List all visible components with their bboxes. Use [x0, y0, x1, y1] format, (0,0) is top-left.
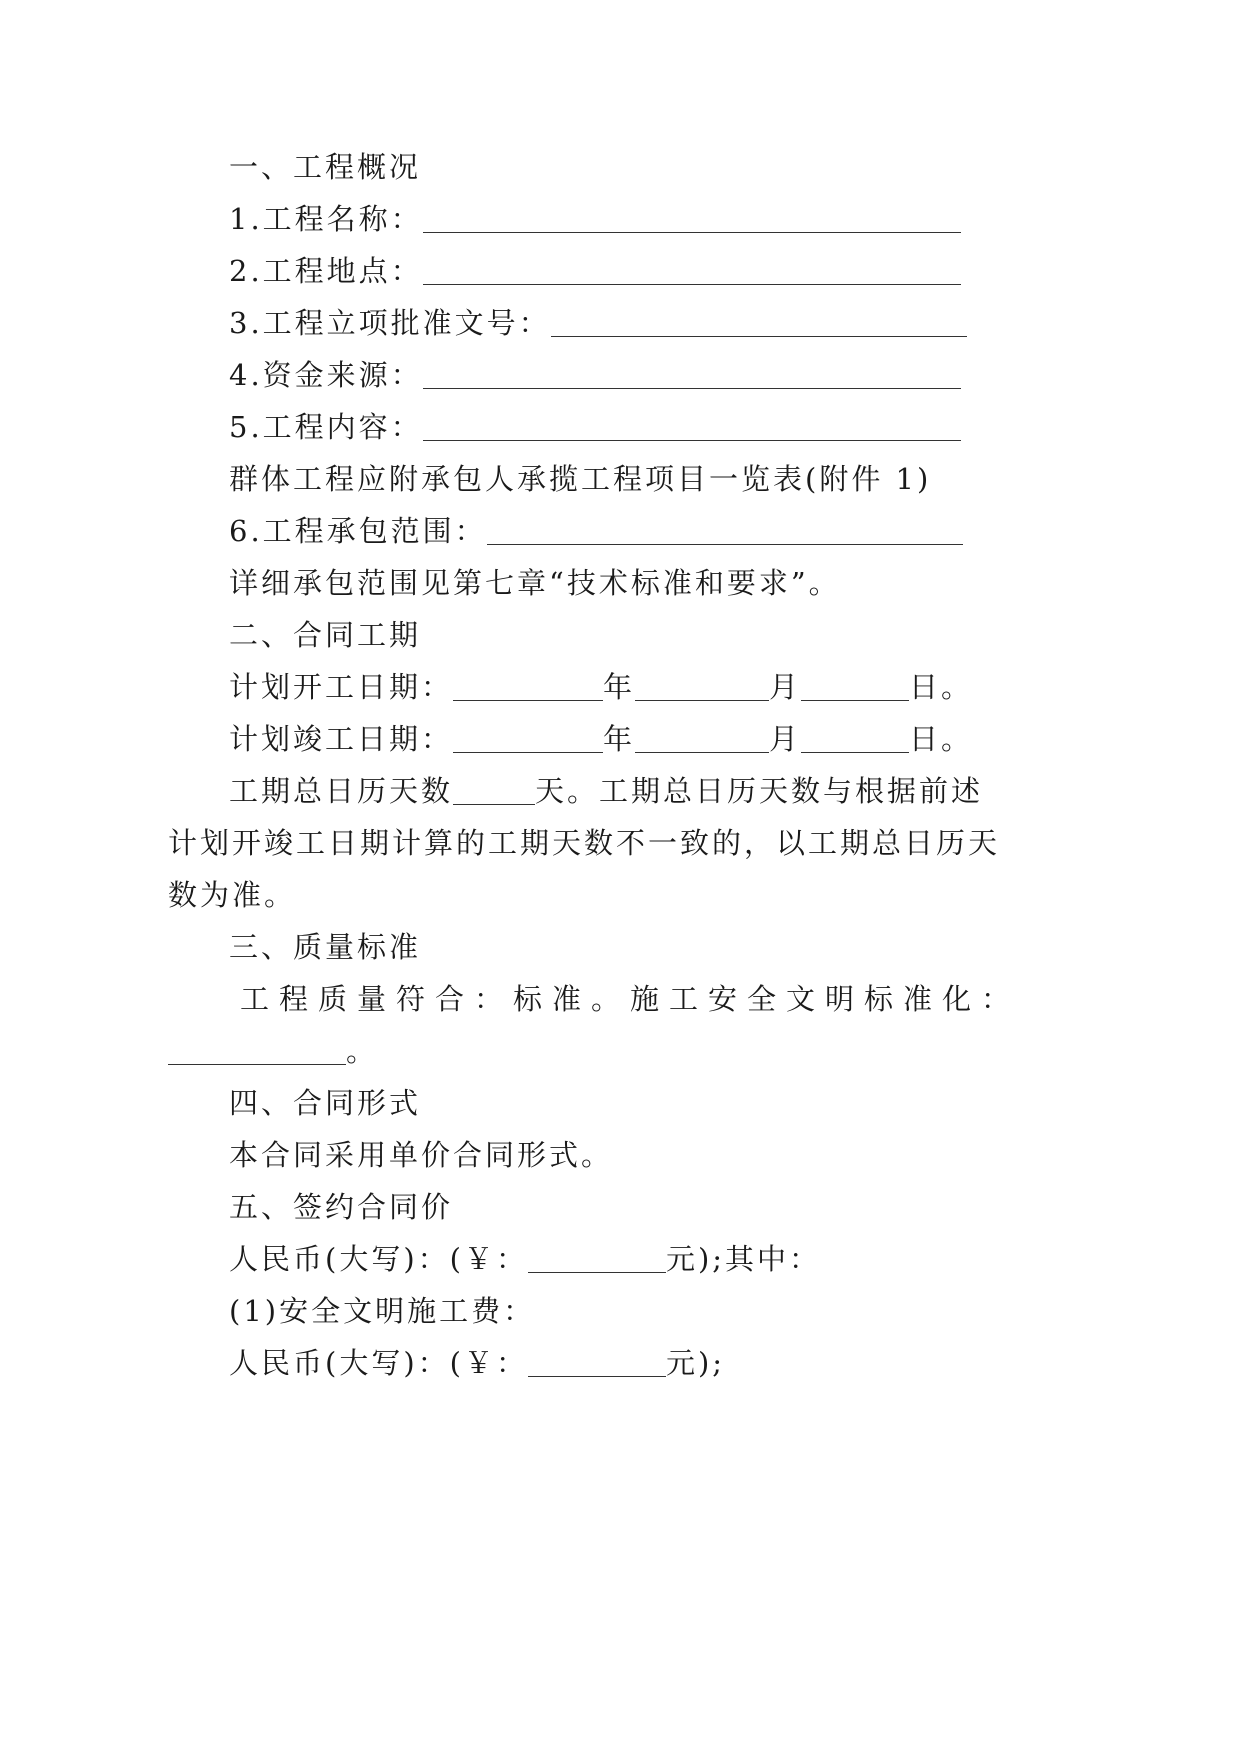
start-date-row: 计划开工日期： 年 月 日。 [229, 667, 973, 707]
contract-scope-label: 6.工程承包范围： [229, 514, 487, 548]
approval-number-row [229, 303, 967, 343]
finish-month-blank[interactable] [635, 722, 769, 753]
safety-standard-row: 。 [168, 1031, 378, 1071]
section-heading-schedule: 二、合同工期 [229, 618, 422, 652]
section-heading-form: 四、合同形式 [229, 1086, 422, 1120]
safety-fee-price-blank[interactable] [528, 1346, 666, 1377]
quality-standard-line: 工程质量符合：标准。施工安全文明标准化： [240, 982, 1021, 1016]
safety-fee-price-row: 人民币(大写)：(￥： 元); [229, 1346, 726, 1380]
safety-standard-blank[interactable] [168, 1034, 346, 1065]
total-days-blank[interactable] [453, 774, 535, 805]
contract-scope-blank[interactable] [487, 514, 963, 545]
approval-number-blank[interactable] [551, 306, 967, 337]
scope-detail-note: 详细承包范围见第七章“技术标准和要求”。 [229, 566, 841, 600]
contract-scope-row [229, 511, 963, 551]
start-year-blank[interactable] [453, 670, 603, 701]
finish-year-blank[interactable] [453, 722, 603, 753]
project-name-blank[interactable] [423, 202, 961, 233]
total-days-line-3: 数为准。 [168, 878, 297, 912]
contract-form-text: 本合同采用单价合同形式。 [229, 1138, 614, 1172]
funding-source-row [229, 355, 961, 395]
approval-number-label: 3.工程立项批准文号： [229, 306, 551, 340]
funding-source-blank[interactable] [423, 358, 961, 389]
project-content-blank[interactable] [423, 410, 961, 441]
safety-fee-label: (1)安全文明施工费： [229, 1294, 536, 1328]
finish-date-row: 计划竣工日期： 年 月 日。 [229, 719, 973, 759]
total-days-row: 工期总日历天数 天。工期总日历天数与根据前述 [229, 774, 984, 808]
project-location-row [229, 251, 961, 291]
project-content-label: 5.工程内容： [229, 410, 423, 444]
project-content-row [229, 407, 961, 447]
start-month-blank[interactable] [635, 670, 769, 701]
funding-source-label: 4.资金来源： [229, 358, 423, 392]
contract-price-row: 人民币(大写)：(￥： 元);其中： [229, 1242, 822, 1276]
project-name-row [229, 199, 961, 239]
start-date-label: 计划开工日期： [229, 670, 454, 704]
start-day-blank[interactable] [801, 670, 909, 701]
project-location-blank[interactable] [423, 254, 961, 285]
project-name-label: 1.工程名称： [229, 202, 423, 236]
section-heading-overview: 一、工程概况 [229, 150, 422, 184]
finish-date-label: 计划竣工日期： [229, 722, 454, 756]
section-heading-quality: 三、质量标准 [229, 930, 422, 964]
project-location-label: 2.工程地点： [229, 254, 423, 288]
group-project-note: 群体工程应附承包人承揽工程项目一览表(附件 1) [229, 462, 932, 496]
total-days-line-2: 计划开竣工日期计算的工期天数不一致的，以工期总日历天 [168, 826, 1001, 860]
contract-price-blank[interactable] [528, 1242, 666, 1273]
finish-day-blank[interactable] [801, 722, 909, 753]
section-heading-price: 五、签约合同价 [229, 1190, 454, 1224]
